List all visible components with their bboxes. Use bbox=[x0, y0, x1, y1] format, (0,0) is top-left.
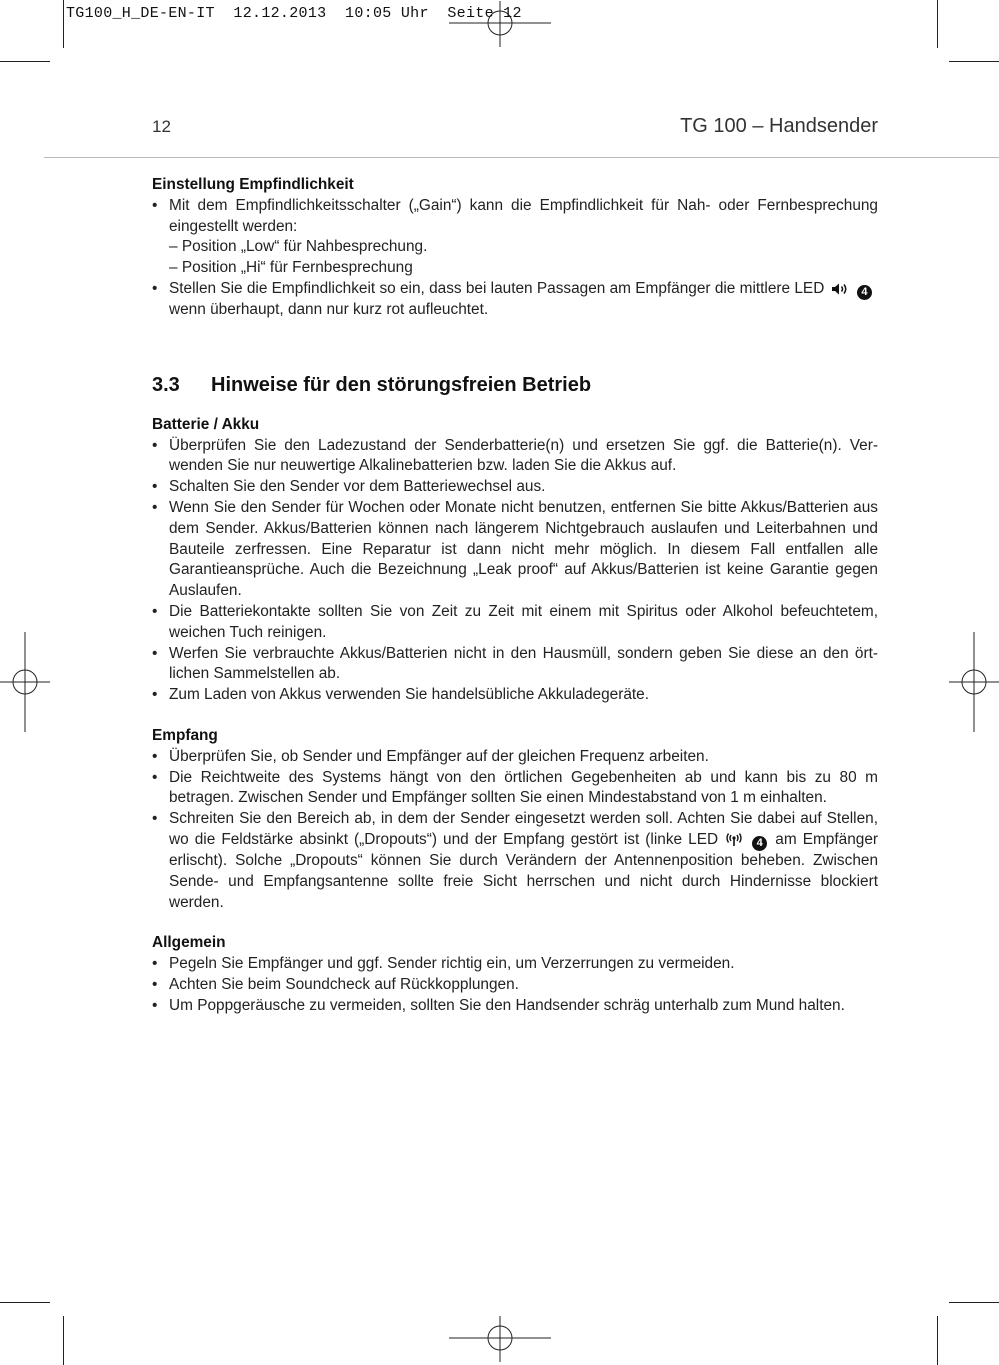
list-item-text: Stellen Sie die Empfindlichkeit so ein, dass bei lauten Passagen am Empfänger die mittlere LED bbox=[169, 279, 825, 297]
crop-mark bbox=[63, 1316, 64, 1365]
list-item: • Pegeln Sie Empfänger und ggf. Sender richtig ein, um Verzerrungen zu vermeiden. bbox=[152, 954, 878, 975]
position-low-line: – Position „Low“ für Nahbesprechung. bbox=[169, 238, 428, 256]
list-item-text: am Empfänger erlischt). Solche „Dropouts“ können Sie durch Verändern der Antennenposition beheben. Zwischen Sende- und Empfangsantenne sollte freie Sicht herrschen und nicht durch Hindernisse blockiert werden. bbox=[169, 830, 879, 911]
reception-heading: Empfang bbox=[152, 726, 218, 744]
list-item: • Achten Sie beim Soundcheck auf Rückkopplungen. bbox=[152, 975, 878, 996]
general-list bbox=[152, 954, 878, 1016]
list-item: • Überprüfen Sie, ob Sender und Empfänger auf der gleichen Frequenz arbeiten. bbox=[152, 747, 878, 768]
speaker-icon bbox=[831, 282, 849, 296]
crop-mark bbox=[937, 0, 938, 48]
registration-mark-left bbox=[0, 632, 50, 732]
list-item: • Um Poppgeräusche zu vermeiden, sollten Sie den Handsender schräg unterhalb zum Mund halten. bbox=[152, 996, 878, 1017]
list-item: • Zum Laden von Akkus verwenden Sie handelsübliche Akkuladegeräte. bbox=[152, 685, 878, 706]
position-hi-line: – Position „Hi“ für Fernbesprechung bbox=[169, 259, 413, 277]
list-item bbox=[152, 809, 878, 913]
list-item: • Überprüfen Sie den Ladezustand der Senderbatterie(n) und ersetzen Sie ggf. die Batterie(n). Verwenden Sie nur neuwertige Alkalinebatterien bzw. laden Sie die Akkus auf. bbox=[152, 436, 878, 478]
section-title: Hinweise für den störungsfreien Betrieb bbox=[211, 373, 592, 396]
list-item: • Wenn Sie den Sender für Wochen oder Monate nicht benutzen, entfernen Sie bitte Akkus/Batterien aus dem Sender. Akkus/Batterien können nach längerem Nichtgebrauch auslaufen und Leiterbahnen und Bauteile zerfressen. Eine Reparatur ist dann nicht mehr möglich. In diesem Fall entfallen alle Garantieansprüche. Auch die Bezeichnung „Leak proof“ auf Akkus/Batterien ist keine Garantie gegen Auslaufen. bbox=[152, 498, 878, 602]
page-number: 12 bbox=[152, 117, 171, 136]
list-item bbox=[152, 196, 878, 279]
running-title: TG 100 – Handsender bbox=[680, 115, 878, 137]
registration-mark-top bbox=[449, 1, 551, 47]
list-item: • Die Reichtweite des Systems hängt von den örtlichen Gegebenheiten ab und kann bis zu 80 m betragen. Zwischen Sender und Empfänger sollten Sie einen Mindestabstand von 1 m einhalten. bbox=[152, 768, 878, 810]
crop-mark bbox=[0, 1302, 50, 1303]
list-item-text: wenn überhaupt, dann nur kurz rot aufleuchtet. bbox=[169, 300, 489, 318]
section-heading bbox=[152, 373, 878, 397]
callout-number-badge: 4 bbox=[752, 836, 767, 851]
list-item-text: Mit dem Empfindlichkeitsschalter („Gain“) kann die Empfindlichkeit für Nah- oder Fernbesprechung eingestellt werden: bbox=[169, 196, 878, 235]
registration-mark-bottom bbox=[449, 1316, 551, 1362]
crop-mark bbox=[949, 1302, 999, 1303]
list-item: • Werfen Sie verbrauchte Akkus/Batterien nicht in den Hausmüll, sondern geben Sie diese an den örtlichen Sammelstellen ab. bbox=[152, 644, 878, 686]
header-divider bbox=[44, 157, 999, 158]
crop-mark bbox=[937, 1316, 938, 1365]
reception-list bbox=[152, 747, 878, 914]
list-item: • Die Batteriekontakte sollten Sie von Zeit zu Zeit mit einem mit Spiritus oder Alkohol befeuchtetem, weichen Tuch reinigen. bbox=[152, 602, 878, 644]
crop-mark bbox=[63, 0, 64, 48]
sensitivity-list bbox=[152, 196, 878, 321]
battery-heading: Batterie / Akku bbox=[152, 415, 260, 433]
crop-mark bbox=[949, 61, 999, 62]
battery-list bbox=[152, 436, 878, 706]
list-item: • Schalten Sie den Sender vor dem Batteriewechsel aus. bbox=[152, 477, 878, 498]
list-item bbox=[152, 279, 878, 321]
sensitivity-heading: Einstellung Empfindlichkeit bbox=[152, 176, 354, 193]
list-item-text: Schreiten Sie den Bereich ab, in dem der Sender eingesetzt werden soll. Achten Sie dabei auf Stellen, wo die Feldstärke absinkt („Dropouts“) und der Empfang gestört ist (linke LED bbox=[169, 810, 878, 848]
crop-mark bbox=[0, 61, 50, 62]
callout-number-badge: 4 bbox=[857, 285, 872, 300]
general-heading: Allgemein bbox=[152, 934, 226, 952]
registration-mark-right bbox=[949, 632, 999, 732]
section-number: 3.3 bbox=[152, 373, 180, 396]
print-slug: TG100_H_DE-EN-IT 12.12.2013 10:05 Uhr Seite 12 bbox=[66, 5, 522, 22]
page-content bbox=[152, 175, 878, 1017]
antenna-signal-icon bbox=[726, 833, 742, 847]
